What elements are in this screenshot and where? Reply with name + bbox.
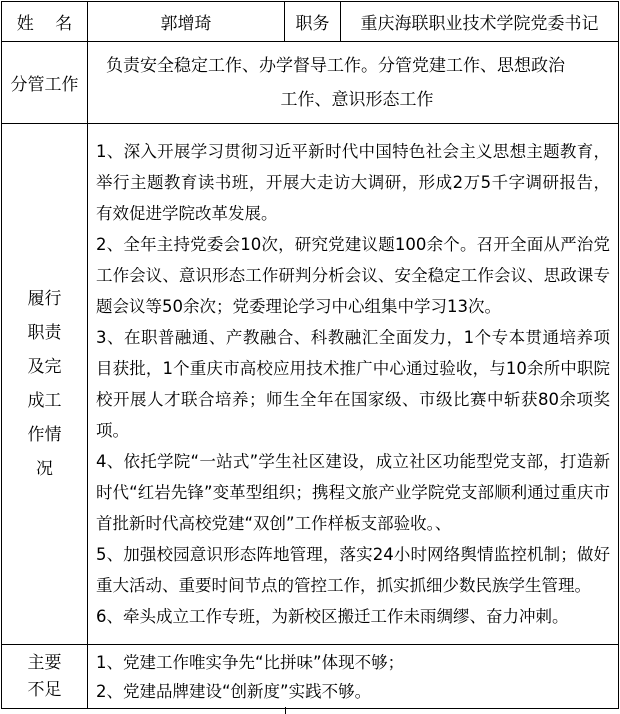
performance-item-2: 2、全年主持党委会10次，研究党建议题100余个。召开全面从严治党工作会议、意识形态工作研判分析会议、安全稳定工作会议、思政课专题会议等50余次；党委理论学习中心组集中学习13次。 [96,235,610,316]
name-value: 郭增琦 [88,2,285,42]
performance-content [88,124,619,645]
performance-item-5: 5、加强校园意识形态阵地管理，落实24小时网络舆情监控机制；做好重大活动、重要时间节点的管控工作，抓实抓细少数民族学生管理。 [96,545,610,595]
duties-row [2,42,619,124]
duties-label: 分管工作 [2,42,88,124]
shortcomings-row [2,645,619,709]
duties-content [88,42,619,124]
performance-item-6: 6、牵头成立工作专班，为新校区搬迁工作未雨绸缪、奋力冲刺。 [96,607,569,626]
performance-item-1: 1、深入开展学习贯彻习近平新时代中国特色社会主义思想主题教育，举行主题教育读书班，开展大走访大调研，形成2万5千字调研报告，有效促进学院改革发展。 [96,142,610,223]
performance-label [2,124,88,645]
performance-item-4: 4、依托学院“一站式”学生社区建设，成立社区功能型党支部，打造新时代“红岩先锋”变革型组织；携程文旅产业学院党支部顺利通过重庆市首批新时代高校党建“双创”工作样板支部验收。、 [96,452,610,533]
duties-line-2: 工作、意识形态工作 [280,89,434,110]
performance-label-line: 况 [36,459,53,479]
header-row [2,2,619,42]
performance-label-line: 作情 [27,425,62,445]
report-table [1,1,619,709]
performance-row [2,124,619,645]
performance-label-line: 职责 [27,323,62,343]
performance-label-line: 成工 [27,391,62,411]
performance-label-line: 及完 [27,357,62,377]
name-label: 姓 名 [2,2,88,42]
column-divider-stub [285,707,286,714]
shortcomings-label [2,645,88,709]
performance-label-line: 履行 [27,289,62,309]
shortcomings-label-line: 不足 [27,679,62,700]
performance-item-3: 3、在职普融通、产教融合、科教融汇全面发力，1个专本贯通培养项目获批，1个重庆市高校应用技术推广中心通过验收，与10余所中职院校开展人才联合培养；师生全年在国家级、市级比赛中斩获80余项奖项。 [96,328,610,440]
title-label: 职务 [285,2,341,42]
duties-line-1: 负责安全稳定工作、办学督导工作。分管党建工作、思想政治 [106,55,565,76]
shortcomings-label-line: 主要 [27,652,62,673]
shortcomings-content [88,645,619,709]
shortcoming-item-1: 1、党建工作唯实争先“比拼味”体现不够； [96,652,405,672]
shortcoming-item-2: 2、党建品牌建设“创新度”实践不够。 [96,681,372,701]
title-value: 重庆海联职业技术学院党委书记 [341,2,619,42]
